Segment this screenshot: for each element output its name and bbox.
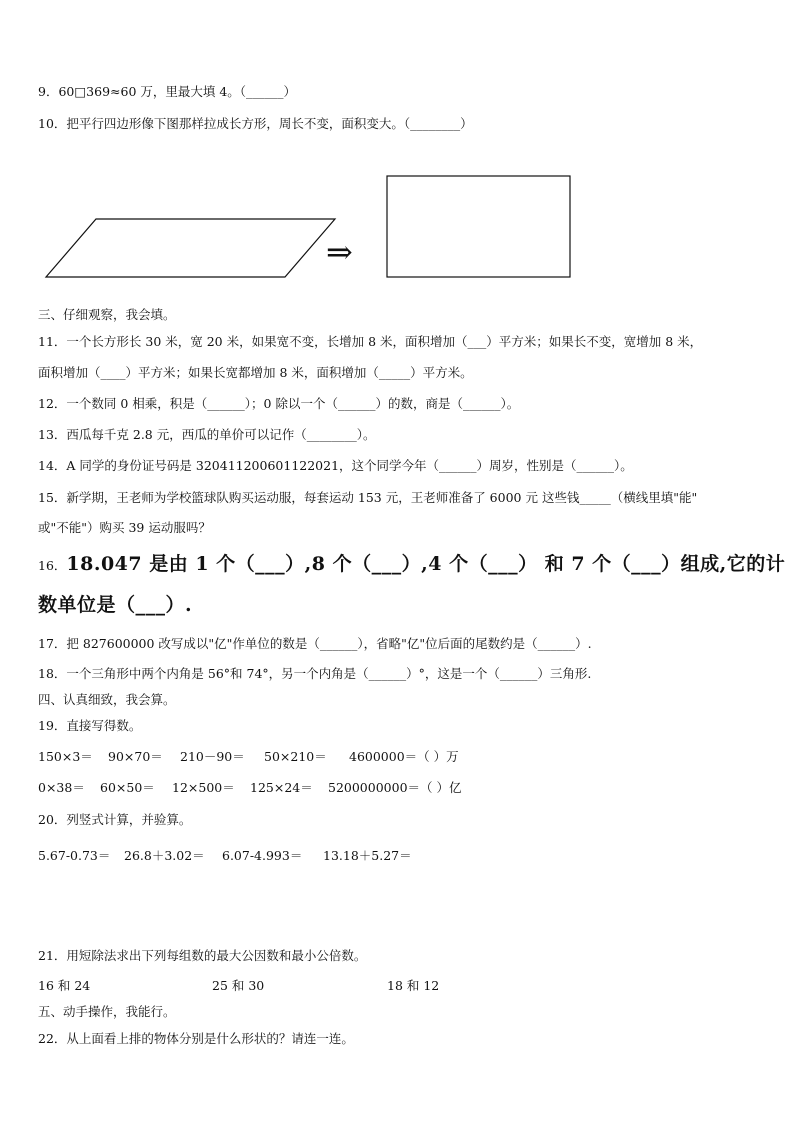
q11-line-2: 面积增加（____）平方米；如果长宽都增加 8 米，面积增加（_____）平方米。: [38, 365, 473, 380]
q13-line: 13．西瓜每千克 2.8 元，西瓜的单价可以记作（________）。: [38, 427, 376, 442]
arrow-icon: ⇒: [326, 233, 353, 271]
calc-1-2: 90×70＝: [108, 749, 163, 764]
calc-2-1: 0×38＝: [38, 780, 85, 795]
calc-3-2: 26.8＋3.02＝: [124, 848, 205, 863]
q10-line: 10．把平行四边形像下图那样拉成长方形，周长不变，面积变大。（________）: [38, 116, 473, 131]
q15-line-1: 15．新学期，王老师为学校篮球队购买运动服，每套运动 153 元，王老师准备了 6000 元 这些钱_____（横线里填"能": [38, 490, 698, 505]
section-5-heading: 五、动手操作，我能行。: [38, 1004, 176, 1019]
gcd-pair-2: 25 和 30: [212, 978, 265, 993]
calc-1-4: 50×210＝: [264, 749, 327, 764]
calc-3-4: 13.18＋5.27＝: [323, 848, 412, 863]
section-3-heading: 三、仔细观察，我会填。: [38, 307, 176, 322]
figure-svg: [38, 168, 598, 286]
q18-line: 18．一个三角形中两个内角是 56°和 74°，另一个内角是（______）°，这是一个（______）三角形.: [38, 666, 592, 681]
calc-row-1: [38, 749, 758, 765]
q9-line: 9．60□369≈60 万，里最大填 4。（______）: [38, 84, 297, 99]
q16-number: 16．: [38, 558, 67, 573]
gcd-pair-3: 18 和 12: [387, 978, 440, 993]
q20-line: 20．列竖式计算，并验算。: [38, 812, 192, 827]
calc-3-3: 6.07-4.993＝: [222, 848, 303, 863]
rectangle-shape: [387, 176, 570, 277]
q11-line-1: 11．一个长方形长 30 米，宽 20 米，如果宽不变，长增加 8 米，面积增加（___）平方米；如果长不变，宽增加 8 米，: [38, 334, 703, 349]
calc-2-2: 60×50＝: [100, 780, 155, 795]
calc-1-1: 150×3＝: [38, 749, 93, 764]
gcd-pair-1: 16 和 24: [38, 978, 91, 993]
calc-row-3: [38, 848, 758, 864]
calc-1-5: 4600000＝（ ）万: [349, 749, 459, 764]
q16-line-1: [38, 552, 785, 576]
parallelogram-rectangle-figure: [38, 168, 598, 286]
calc-1-3: 210－90＝: [180, 749, 245, 764]
q14-line: 14．A 同学的身份证号码是 320411200601122021，这个同学今年（______）周岁，性别是（______）。: [38, 458, 633, 473]
q16-text-1: 18.047 是由 1 个（___）,8 个（___）,4 个（___） 和 7 个（___）组成,它的计: [66, 553, 786, 575]
q15-line-2: 或"不能"）购买 39 运动服吗？: [38, 520, 211, 535]
q22-line: 22．从上面看上排的物体分别是什么形状的？请连一连。: [38, 1031, 354, 1046]
q21-line: 21．用短除法求出下列每组数的最大公因数和最小公倍数。: [38, 948, 367, 963]
q17-line: 17．把 827600000 改写成以"亿"作单位的数是（______），省略"亿"位后面的尾数约是（______）.: [38, 636, 592, 651]
q19-line: 19．直接写得数。: [38, 718, 142, 733]
calc-2-5: 5200000000＝（ ）亿: [328, 780, 462, 795]
gcd-row: [38, 978, 758, 994]
calc-3-1: 5.67-0.73＝: [38, 848, 111, 863]
calc-2-3: 12×500＝: [172, 780, 235, 795]
calc-row-2: [38, 780, 758, 796]
q16-line-2: 数单位是（___）.: [38, 594, 193, 616]
parallelogram-shape: [46, 219, 335, 277]
q12-line: 12．一个数同 0 相乘，积是（______）；0 除以一个（______）的数，商是（______）。: [38, 396, 520, 411]
calc-2-4: 125×24＝: [250, 780, 313, 795]
section-4-heading: 四、认真细致，我会算。: [38, 692, 176, 707]
